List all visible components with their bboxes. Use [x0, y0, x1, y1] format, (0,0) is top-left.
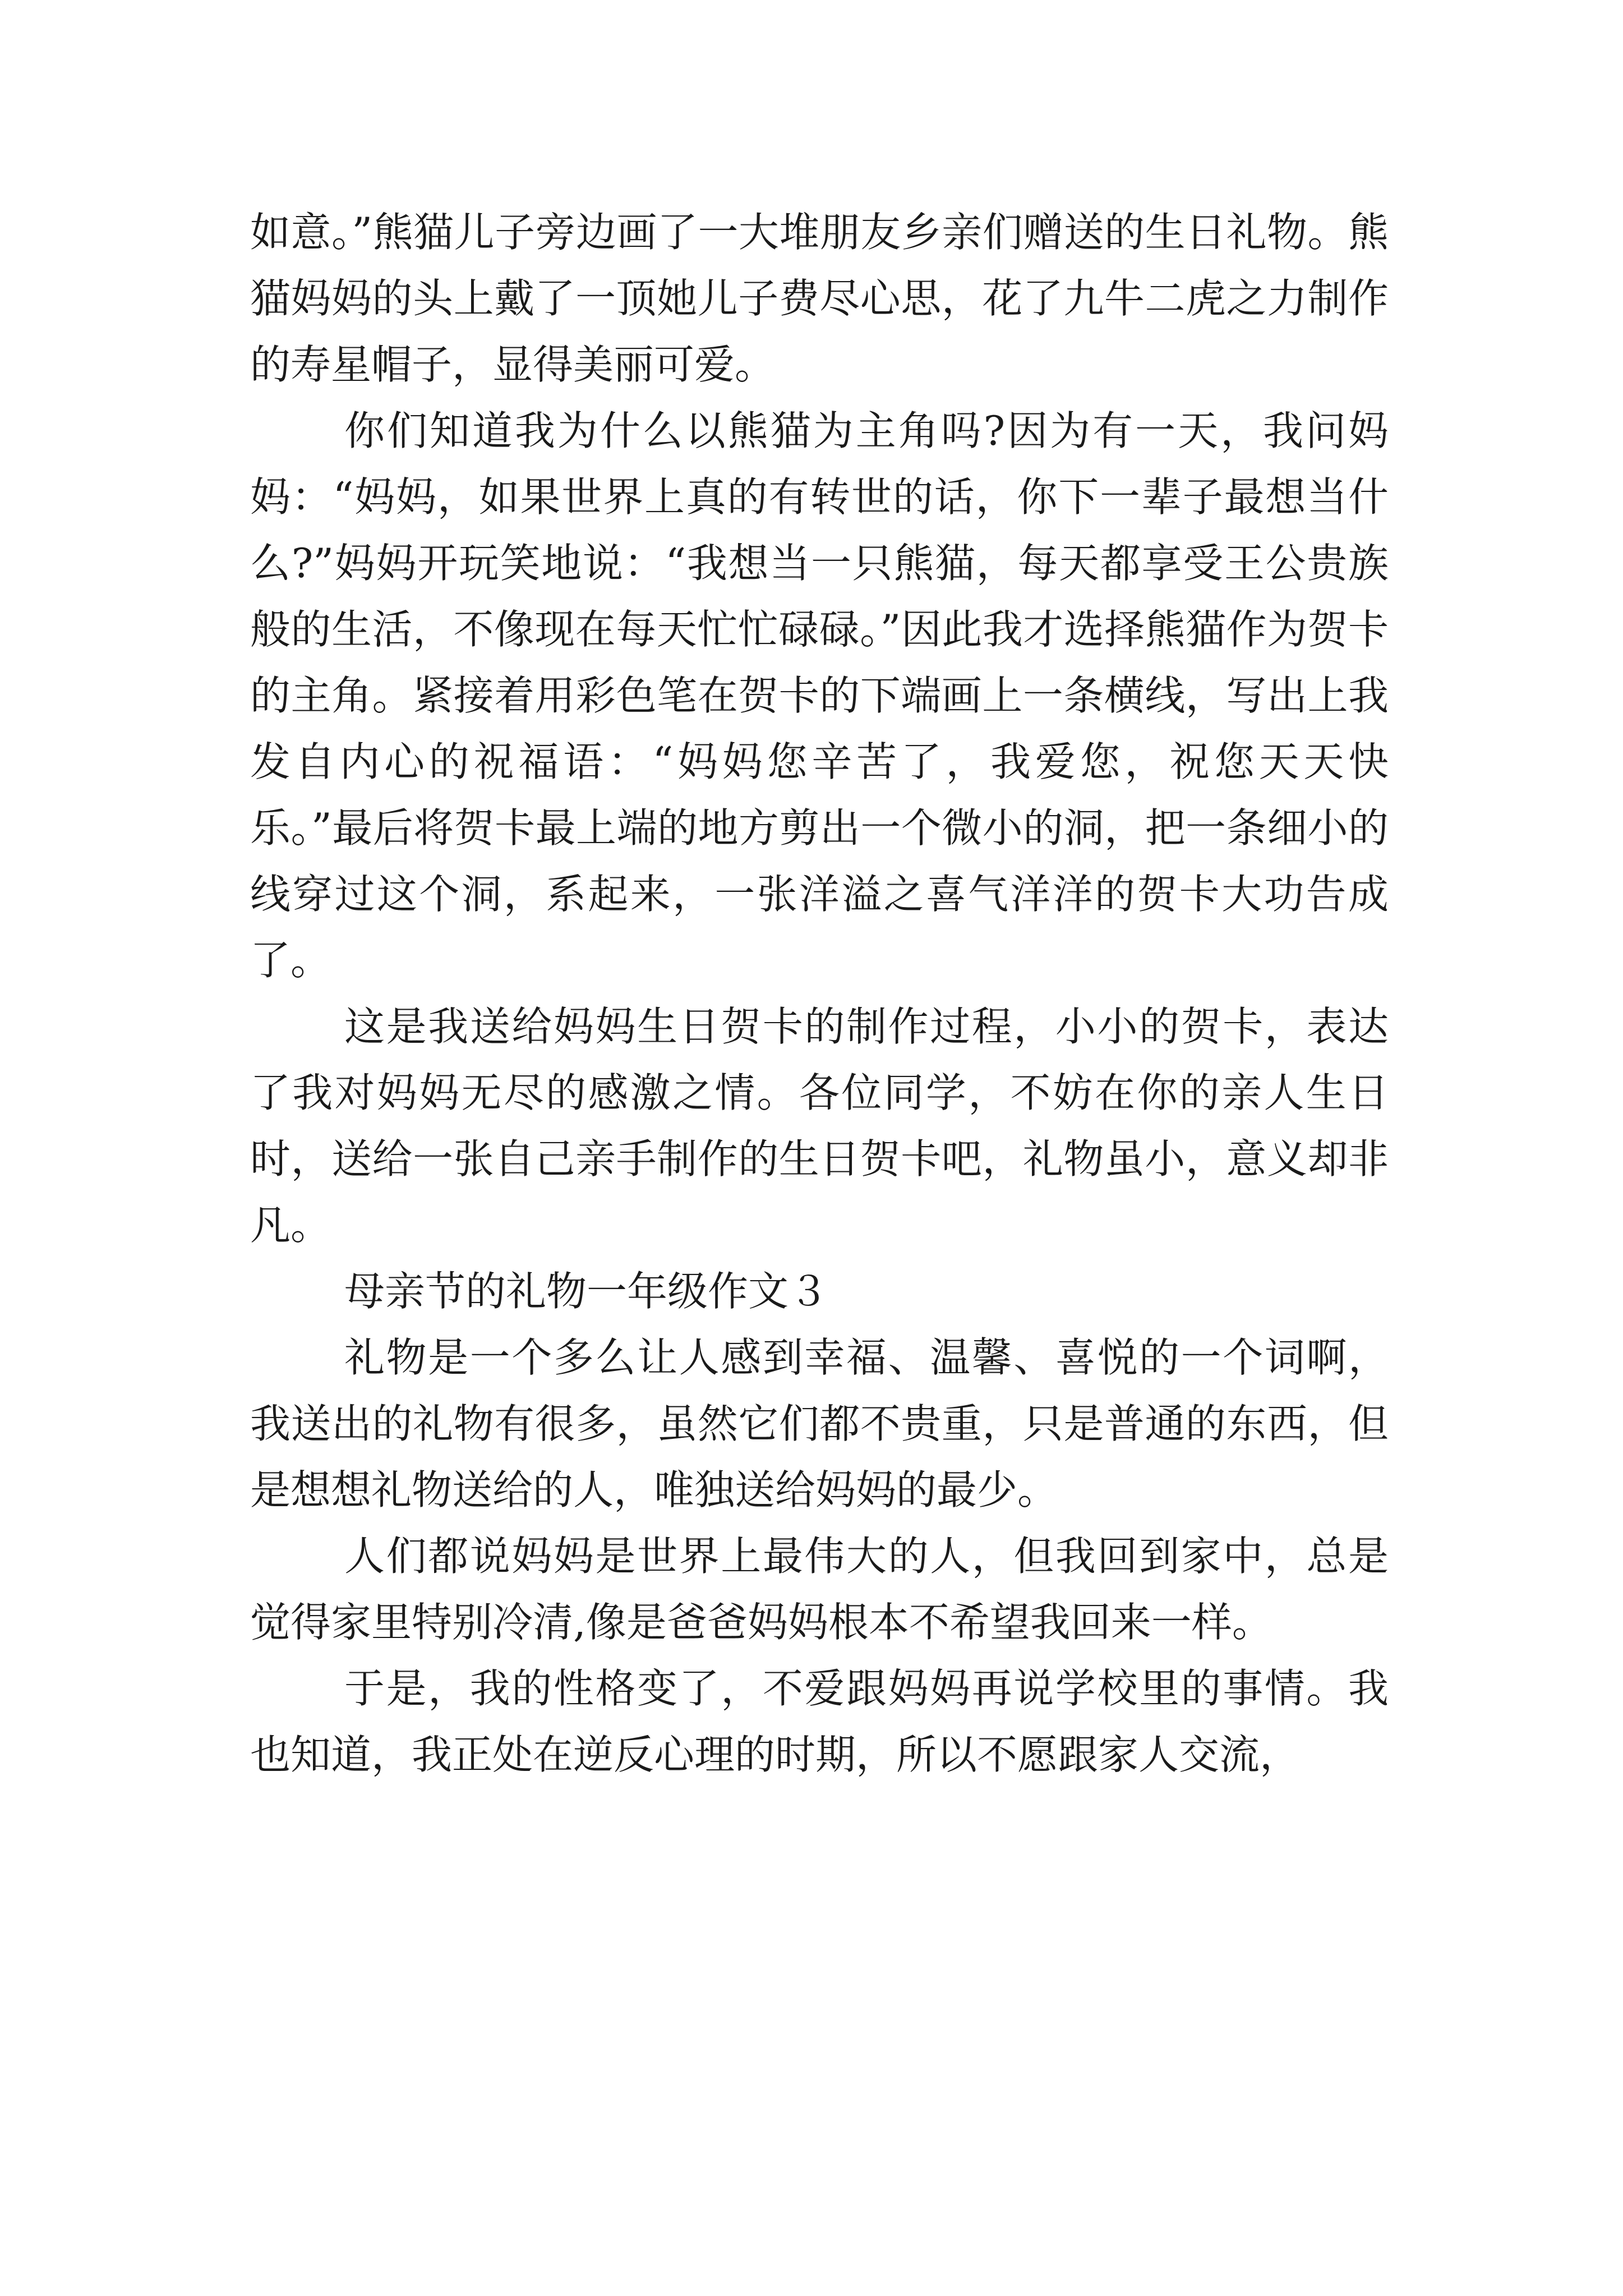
- paragraph-3: 这是我送给妈妈生日贺卡的制作过程，小小的贺卡，表达了我对妈妈无尽的感激之情。各位同学，不妨在你的亲人生日时，送给一张自己亲手制作的生日贺卡吧，礼物虽小，意义却非凡。: [250, 1003, 1389, 1249]
- paragraph-6: 于是，我的性格变了，不爱跟妈妈再说学校里的事情。我也知道，我正处在逆反心理的时期，所以不愿跟家人交流，: [250, 1665, 1389, 1778]
- paragraph-1: 如意。”熊猫儿子旁边画了一大堆朋友乡亲们赠送的生日礼物。熊猫妈妈的头上戴了一顶她儿子费尽心思，花了九牛二虎之力制作的寿星帽子，显得美丽可爱。: [250, 209, 1389, 388]
- paragraph-5: 人们都说妈妈是世界上最伟大的人，但我回到家中，总是觉得家里特别冷清,像是爸爸妈妈根本不希望我回来一样。: [250, 1533, 1389, 1646]
- paragraph-2: 你们知道我为什么以熊猫为主角吗?因为有一天，我问妈妈：“妈妈，如果世界上真的有转世的话，你下一辈子最想当什么?”妈妈开玩笑地说：“我想当一只熊猫，每天都享受王公贵族般的生活，不像现在每天忙忙碌碌。”因此我才选择熊猫作为贺卡的主角。紧接着用彩色笔在贺卡的下端画上一条横线，写出上我发自内心的祝福语：“妈妈您辛苦了，我爱您，祝您天天快乐。”最后将贺卡最上端的地方剪出一个微小的洞，把一条细小的线穿过这个洞，系起来，一张洋溢之喜气洋洋的贺卡大功告成了。: [250, 407, 1389, 984]
- section-heading: 母亲节的礼物一年级作文３: [344, 1268, 829, 1315]
- paragraph-4: 礼物是一个多么让人感到幸福、温馨、喜悦的一个词啊，我送出的礼物有很多，虽然它们都不贵重，只是普通的东西，但是想想礼物送给的人，唯独送给妈妈的最少。: [250, 1334, 1389, 1513]
- document-body: [250, 199, 1389, 1788]
